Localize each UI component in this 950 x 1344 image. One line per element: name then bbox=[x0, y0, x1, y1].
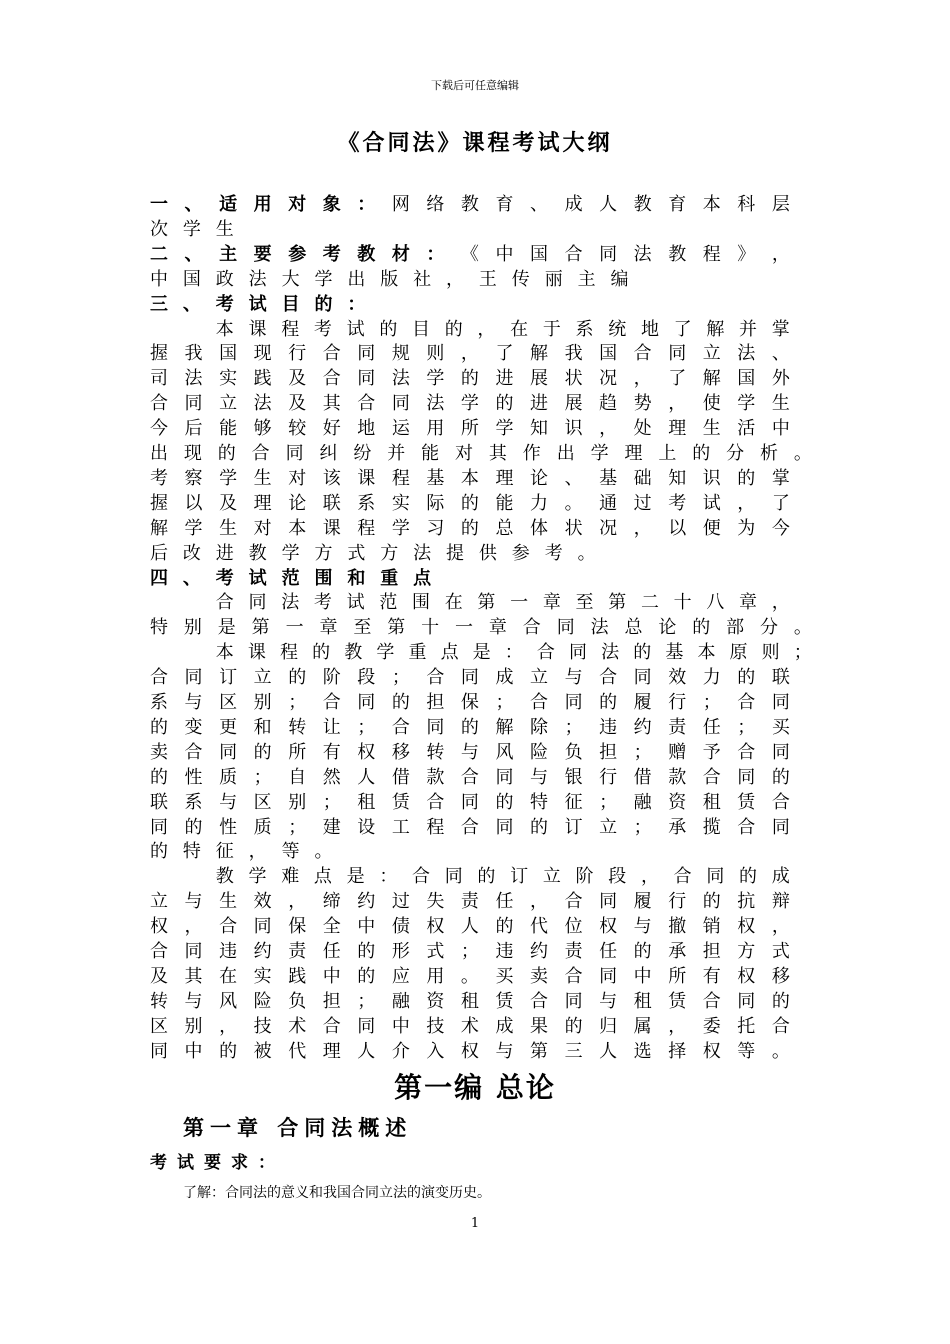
text-line: 立 与 生 效 ， 缔 约 过 失 责 任 ， 合 同 履 行 的 抗 辩 bbox=[150, 891, 790, 913]
chapter-title: 第一章 合同法概述 bbox=[183, 1116, 413, 1140]
text-line: 后 改 进 教 学 方 式 方 法 提 供 参 考 。 bbox=[150, 542, 596, 564]
text-line: 同 的 性 质 ； 建 设 工 程 合 同 的 订 立 ； 承 揽 合 同 bbox=[150, 816, 790, 838]
text-line: 的 性 质 ； 自 然 人 借 款 合 同 与 银 行 借 款 合 同 的 bbox=[150, 766, 790, 788]
text-line: 卖 合 同 的 所 有 权 移 转 与 风 险 负 担 ； 赠 予 合 同 bbox=[150, 741, 790, 763]
text-line: 转 与 风 险 负 担 ； 融 资 租 赁 合 同 与 租 赁 合 同 的 bbox=[150, 990, 790, 1012]
text-line: 一 、 适 用 对 象 ： 网 络 教 育 、 成 人 教 育 本 科 层 bbox=[150, 194, 790, 215]
text-line: 的 特 征 ， 等 。 bbox=[150, 841, 333, 863]
text-line: 联 系 与 区 别 ； 租 赁 合 同 的 特 征 ； 融 资 租 赁 合 bbox=[150, 791, 790, 813]
text-line: 司 法 实 践 及 合 同 法 学 的 进 展 状 况 ， 了 解 国 外 bbox=[150, 368, 790, 390]
page-number: 1 bbox=[470, 1216, 480, 1231]
text-line: 合 同 立 法 及 其 合 同 法 学 的 进 展 趋 势 ， 使 学 生 bbox=[150, 393, 790, 415]
text-line: 权 ， 合 同 保 全 中 债 权 人 的 代 位 权 与 撤 销 权 ， bbox=[150, 916, 790, 938]
text-line: 同 中 的 被 代 理 人 介 入 权 与 第 三 人 选 择 权 等 。 bbox=[150, 1040, 790, 1062]
text-line: 考 察 学 生 对 该 课 程 基 本 理 论 、 基 础 知 识 的 掌 bbox=[150, 467, 790, 489]
text-line: 本 课 程 考 试 的 目 的 ， 在 于 系 统 地 了 解 并 掌 bbox=[215, 318, 790, 340]
text-line: 三 、 考 试 目 的 ： bbox=[150, 293, 366, 315]
text-line: 握 以 及 理 论 联 系 实 际 的 能 力 。 通 过 考 试 ， 了 bbox=[150, 492, 790, 514]
part-title: 第一编 总论 bbox=[394, 1071, 556, 1104]
text-line: 次 学 生 bbox=[150, 218, 234, 240]
text-line: 合 同 违 约 责 任 的 形 式 ； 违 约 责 任 的 承 担 方 式 bbox=[150, 941, 790, 962]
text-line: 系 与 区 别 ； 合 同 的 担 保 ； 合 同 的 履 行 ； 合 同 bbox=[150, 692, 790, 713]
text-line: 的 变 更 和 转 让 ； 合 同 的 解 除 ； 违 约 责 任 ； 买 bbox=[150, 716, 790, 738]
text-line: 今 后 能 够 较 好 地 运 用 所 学 知 识 ， 处 理 生 活 中 bbox=[150, 418, 790, 440]
document-title: 《合同法》课程考试大纲 bbox=[337, 131, 613, 156]
requirement-understand: 了解：合同法的意义和我国合同立法的演变历史。 bbox=[183, 1185, 491, 1201]
text-line: 解 学 生 对 本 课 程 学 习 的 总 体 状 况 ， 以 便 为 今 bbox=[150, 517, 790, 539]
text-line: 区 别 ， 技 术 合 同 中 技 术 成 果 的 归 属 ， 委 托 合 bbox=[150, 1015, 790, 1037]
text-line: 二 、 主 要 参 考 教 材 ： 《 中 国 合 同 法 教 程 》 ， bbox=[150, 243, 790, 265]
text-line: 握 我 国 现 行 合 同 规 则 ， 了 解 我 国 合 同 立 法 、 bbox=[150, 343, 790, 365]
page-header-note: 下载后可任意编辑 bbox=[431, 79, 519, 92]
text-line: 合 同 法 考 试 范 围 在 第 一 章 至 第 二 十 八 章 ， bbox=[215, 592, 790, 614]
requirements-heading: 考试要求： bbox=[150, 1153, 285, 1173]
text-line: 出 现 的 合 同 纠 纷 并 能 对 其 作 出 学 理 上 的 分 析 。 bbox=[150, 443, 812, 464]
text-line: 及 其 在 实 践 中 的 应 用 。 买 卖 合 同 中 所 有 权 移 bbox=[150, 965, 790, 987]
text-line: 特 别 是 第 一 章 至 第 十 一 章 合 同 法 总 论 的 部 分 。 bbox=[150, 617, 812, 639]
text-line: 合 同 订 立 的 阶 段 ； 合 同 成 立 与 合 同 效 力 的 联 bbox=[150, 667, 790, 689]
text-line: 中 国 政 法 大 学 出 版 社 ， 王 传 丽 主 编 bbox=[150, 268, 629, 290]
text-line: 教 学 难 点 是 ： 合 同 的 订 立 阶 段 ， 合 同 的 成 bbox=[215, 866, 790, 888]
text-line: 本 课 程 的 教 学 重 点 是 ： 合 同 法 的 基 本 原 则 ； bbox=[215, 642, 812, 664]
text-line: 四 、 考 试 范 围 和 重 点 bbox=[150, 567, 432, 589]
